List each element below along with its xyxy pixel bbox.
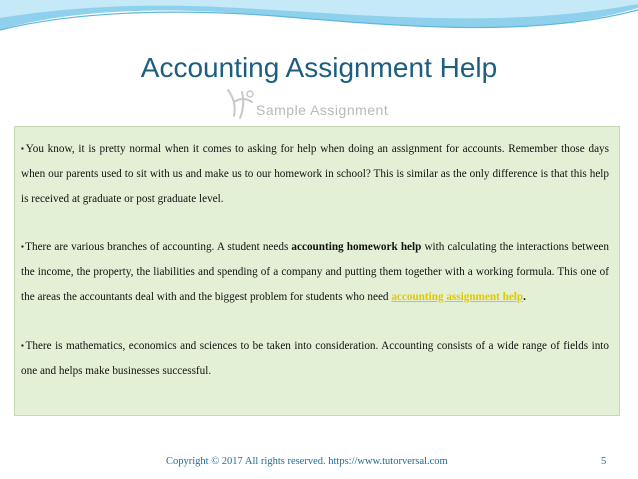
- slide-title: Accounting Assignment Help: [140, 52, 498, 83]
- paragraph-1: [21, 137, 609, 211]
- paragraph-2-text-before: There are various branches of accounting. A student needs: [25, 241, 292, 254]
- paragraph-2-text-middle: with calculating the interactions between the income, the property, the liabilities and spending of a company and putting them together with a working formula. This one of the areas the accountants deal with and the biggest problem for students who need: [21, 241, 609, 303]
- paragraph-3: [21, 334, 609, 384]
- sample-assignment-logo: [222, 84, 422, 124]
- accounting-assignment-help-link[interactable]: accounting assignment help: [391, 290, 524, 303]
- paragraph-2-text-after: .: [523, 290, 526, 303]
- header-wave-decoration: [0, 0, 638, 60]
- bullet-icon: ▪: [21, 242, 25, 252]
- bullet-icon: ▪: [21, 340, 25, 350]
- logo-text: Sample Assignment: [256, 102, 389, 118]
- paragraph-3-text: There is mathematics, economics and sciences to be taken into consideration. Accounting consists of a wide range of fields into one and helps make businesses successful.: [21, 339, 609, 377]
- paragraph-2-bold-phrase: accounting homework help: [291, 241, 422, 254]
- content-panel: [14, 126, 620, 416]
- footer-copyright: Copyright © 2017 All rights reserved. https://www.tutorversal.com: [166, 456, 448, 467]
- paragraph-2: [21, 235, 609, 309]
- paragraph-1-text: You know, it is pretty normal when it comes to asking for help when doing an assignment for accounts. Remember those days when our parents used to sit with us and make us to our homework in school? This is similar as the only difference is that this help is received at graduate or post graduate level.: [21, 143, 609, 205]
- bullet-icon: ▪: [21, 144, 25, 153]
- page-number: 5: [601, 456, 607, 467]
